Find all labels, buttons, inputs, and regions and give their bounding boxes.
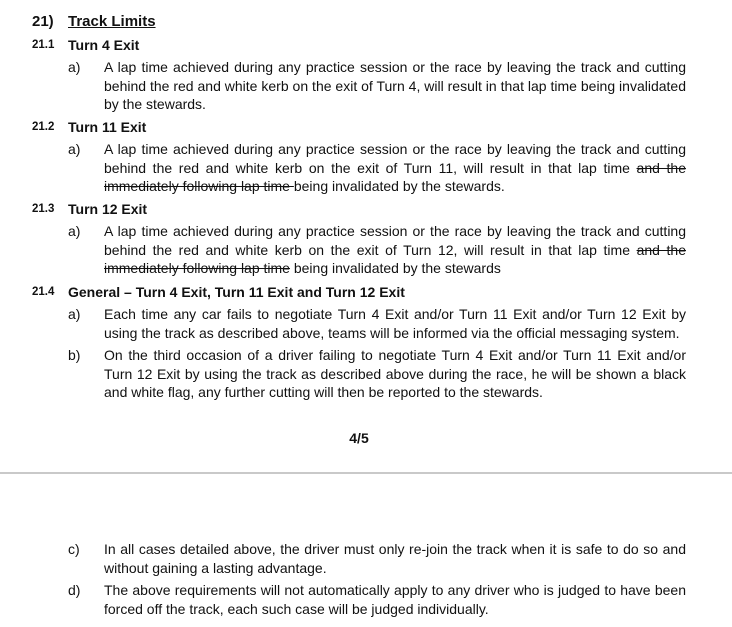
page-number: 4/5 (349, 430, 369, 446)
item-label-21-4-c: c) (68, 541, 80, 557)
item-text-21-2-a-after: being invalidated by the stewards. (293, 178, 505, 195)
item-text-21-3-a (104, 222, 686, 278)
item-label-21-3-a: a) (68, 223, 81, 239)
item-text-21-2-a-struck: and the immediately following lap time (104, 159, 686, 195)
item-text-21-3-a-before: A lap time achieved during any practice session or the race by leaving the track and cutting behind the red and white kerb on the exit of Turn 12, will result in that lap time (104, 223, 686, 258)
subsection-number-21-2: 21.2 (32, 121, 55, 133)
subsection-title-21-4: General – Turn 4 Exit, Turn 11 Exit and Turn 12 Exit (68, 284, 405, 300)
subsection-title-21-1: Turn 4 Exit (68, 37, 140, 53)
item-text-21-4-b: On the third occasion of a driver failing to negotiate Turn 4 Exit and/or Turn 11 Exit and/or Turn 12 Exit by using the track as described above during the race, he will be shown a black and white flag, any further cutting will then be reported to the stewards. (104, 347, 686, 401)
item-text-21-2-a-before: A lap time achieved during any practice session or the race by leaving the track and cutting behind the red and white kerb on the exit of Turn 11, will result in that lap time (104, 141, 686, 176)
item-text-21-3-a-struck: and the immediately following lap time (104, 241, 686, 277)
item-text-21-3-a-after: being invalidated by the stewards (289, 260, 501, 277)
subsection-title-21-2: Turn 11 Exit (68, 119, 147, 135)
subsection-number-21-1: 21.1 (32, 39, 55, 51)
page-break-divider (0, 472, 732, 474)
item-label-21-4-d: d) (68, 582, 81, 598)
item-text-21-4-c: In all cases detailed above, the driver must only re-join the track when it is safe to do so and without gaining a lasting advantage. (104, 541, 686, 576)
section-title: Track Limits (68, 13, 156, 30)
item-text-21-2-a (104, 140, 686, 196)
item-text-21-1-a: A lap time achieved during any practice session or the race by leaving the track and cutting behind the red and white kerb on the exit of Turn 4, will result in that lap time being invalidated by the stewards. (104, 59, 686, 113)
subsection-number-21-3: 21.3 (32, 203, 55, 215)
item-text-21-4-a: Each time any car fails to negotiate Turn 4 Exit and/or Turn 11 Exit and/or Turn 12 Exit by using the track as described above, teams will be informed via the official messaging system. (104, 306, 686, 341)
item-text-21-4-d: The above requirements will not automatically apply to any driver who is judged to have been forced off the track, each such case will be judged individually. (104, 582, 686, 617)
subsection-title-21-3: Turn 12 Exit (68, 201, 148, 217)
item-label-21-4-a: a) (68, 306, 81, 322)
item-label-21-2-a: a) (68, 141, 81, 157)
item-label-21-4-b: b) (68, 347, 81, 363)
section-number: 21) (32, 13, 54, 30)
subsection-number-21-4: 21.4 (32, 286, 55, 298)
item-label-21-1-a: a) (68, 59, 81, 75)
